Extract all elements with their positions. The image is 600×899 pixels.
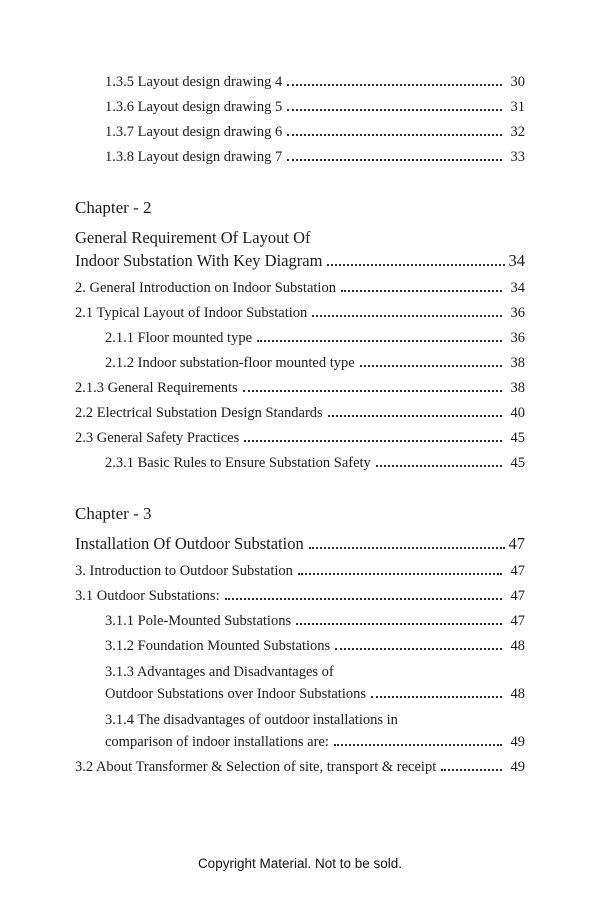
toc-entry — [105, 451, 525, 476]
page-number: 36 — [510, 330, 525, 346]
dot-leader — [327, 264, 505, 266]
toc-entry-dotted-line — [75, 532, 525, 555]
dot-leader — [341, 290, 502, 292]
dot-leader — [335, 648, 502, 650]
table-of-contents — [75, 70, 525, 780]
page-number: 32 — [510, 124, 525, 140]
dot-leader — [360, 365, 502, 367]
chapter-title-line: General Requirement Of Layout Of — [75, 228, 311, 247]
dot-leader — [225, 598, 502, 600]
page-number: 47 — [508, 534, 525, 553]
dot-leader — [244, 440, 502, 442]
toc-entry-dotted-line — [105, 731, 525, 753]
page-number: 38 — [510, 380, 525, 396]
dot-leader — [287, 134, 502, 136]
chapter-heading: Chapter - 3 — [75, 504, 152, 523]
chapter-title — [75, 532, 525, 555]
toc-entry-label: 2.3 General Safety Practices — [75, 430, 240, 446]
toc-entry-label: 2.3.1 Basic Rules to Ensure Substation Safety — [105, 455, 371, 471]
chapter-title-line: Installation Of Outdoor Substation — [75, 534, 304, 553]
dot-leader — [441, 769, 502, 771]
toc-entry-label: 1.3.5 Layout design drawing 4 — [105, 74, 283, 90]
page-number: 36 — [510, 305, 525, 321]
page-number: 38 — [510, 355, 525, 371]
dot-leader — [371, 696, 502, 698]
page-number: 48 — [510, 686, 525, 702]
page-number: 48 — [510, 638, 525, 654]
dot-leader — [328, 415, 502, 417]
page-number: 33 — [510, 149, 525, 165]
chapter-heading: Chapter - 2 — [75, 198, 152, 217]
dot-leader — [296, 623, 502, 625]
toc-entry-dotted-line — [75, 249, 525, 272]
page-number: 30 — [510, 74, 525, 90]
chapter-title-line: Indoor Substation With Key Diagram — [75, 251, 323, 270]
page-number: 31 — [510, 99, 525, 115]
toc-entry-label: comparison of indoor installations are: — [105, 734, 329, 750]
toc-entry — [105, 326, 525, 351]
dot-leader — [287, 159, 502, 161]
page-number: 47 — [510, 613, 525, 629]
toc-entry — [75, 376, 525, 401]
dot-leader — [287, 84, 502, 86]
toc-entry-label: 2. General Introduction on Indoor Substation — [75, 280, 336, 296]
toc-entry-label: 2.1.2 Indoor substation-floor mounted type — [105, 355, 355, 371]
page-number: 40 — [510, 405, 525, 421]
toc-entry — [75, 584, 525, 609]
toc-entry-label: 2.1 Typical Layout of Indoor Substation — [75, 305, 308, 321]
dot-leader — [287, 109, 502, 111]
page-number: 49 — [510, 759, 525, 775]
toc-entry — [105, 609, 525, 634]
toc-entry-dotted-line — [105, 683, 525, 705]
toc-entry — [105, 120, 525, 145]
page-number: 45 — [510, 430, 525, 446]
toc-entry — [105, 351, 525, 376]
dot-leader — [257, 340, 502, 342]
toc-entry-label: 1.3.8 Layout design drawing 7 — [105, 149, 283, 165]
toc-entry — [75, 401, 525, 426]
toc-entry-label: 3.1.2 Foundation Mounted Substations — [105, 638, 331, 654]
toc-entry-label: 3.1 Outdoor Substations: — [75, 588, 220, 604]
toc-entry — [75, 276, 525, 301]
toc-entry-label: 3.1.3 Advantages and Disadvantages of — [105, 664, 334, 680]
toc-entry-label: Outdoor Substations over Indoor Substations — [105, 686, 366, 702]
page-number: 34 — [510, 280, 525, 296]
dot-leader — [298, 573, 502, 575]
page-number: 47 — [510, 588, 525, 604]
toc-entry-label: 1.3.7 Layout design drawing 6 — [105, 124, 283, 140]
toc-entry — [105, 95, 525, 120]
toc-entry — [105, 70, 525, 95]
toc-entry-label: 2.2 Electrical Substation Design Standards — [75, 405, 323, 421]
toc-entry — [105, 145, 525, 170]
page-number: 45 — [510, 455, 525, 471]
chapter-title — [75, 226, 525, 272]
toc-entry — [105, 634, 525, 659]
toc-entry-label: 3.1.4 The disadvantages of outdoor installations in — [105, 712, 398, 728]
toc-entry-label: 2.1.3 General Requirements — [75, 380, 238, 396]
page-number: 34 — [508, 251, 525, 270]
toc-entry — [75, 755, 525, 780]
toc-entry — [105, 707, 525, 755]
page-number: 47 — [510, 563, 525, 579]
toc-entry-label: 3.2 About Transformer & Selection of site, transport & receipt — [75, 759, 437, 775]
toc-entry — [75, 426, 525, 451]
toc-entry-label: 3.1.1 Pole-Mounted Substations — [105, 613, 292, 629]
toc-entry-label: 2.1.1 Floor mounted type — [105, 330, 253, 346]
toc-entry-label: 1.3.6 Layout design drawing 5 — [105, 99, 283, 115]
dot-leader — [312, 315, 502, 317]
dot-leader — [309, 547, 505, 549]
toc-entry — [105, 659, 525, 707]
toc-entry — [75, 301, 525, 326]
dot-leader — [243, 390, 502, 392]
dot-leader — [334, 744, 502, 746]
toc-entry — [75, 559, 525, 584]
copyright-footer: Copyright Material. Not to be sold. — [197, 856, 403, 871]
toc-entry-label: 3. Introduction to Outdoor Substation — [75, 563, 293, 579]
dot-leader — [376, 465, 502, 467]
page-number: 49 — [510, 734, 525, 750]
